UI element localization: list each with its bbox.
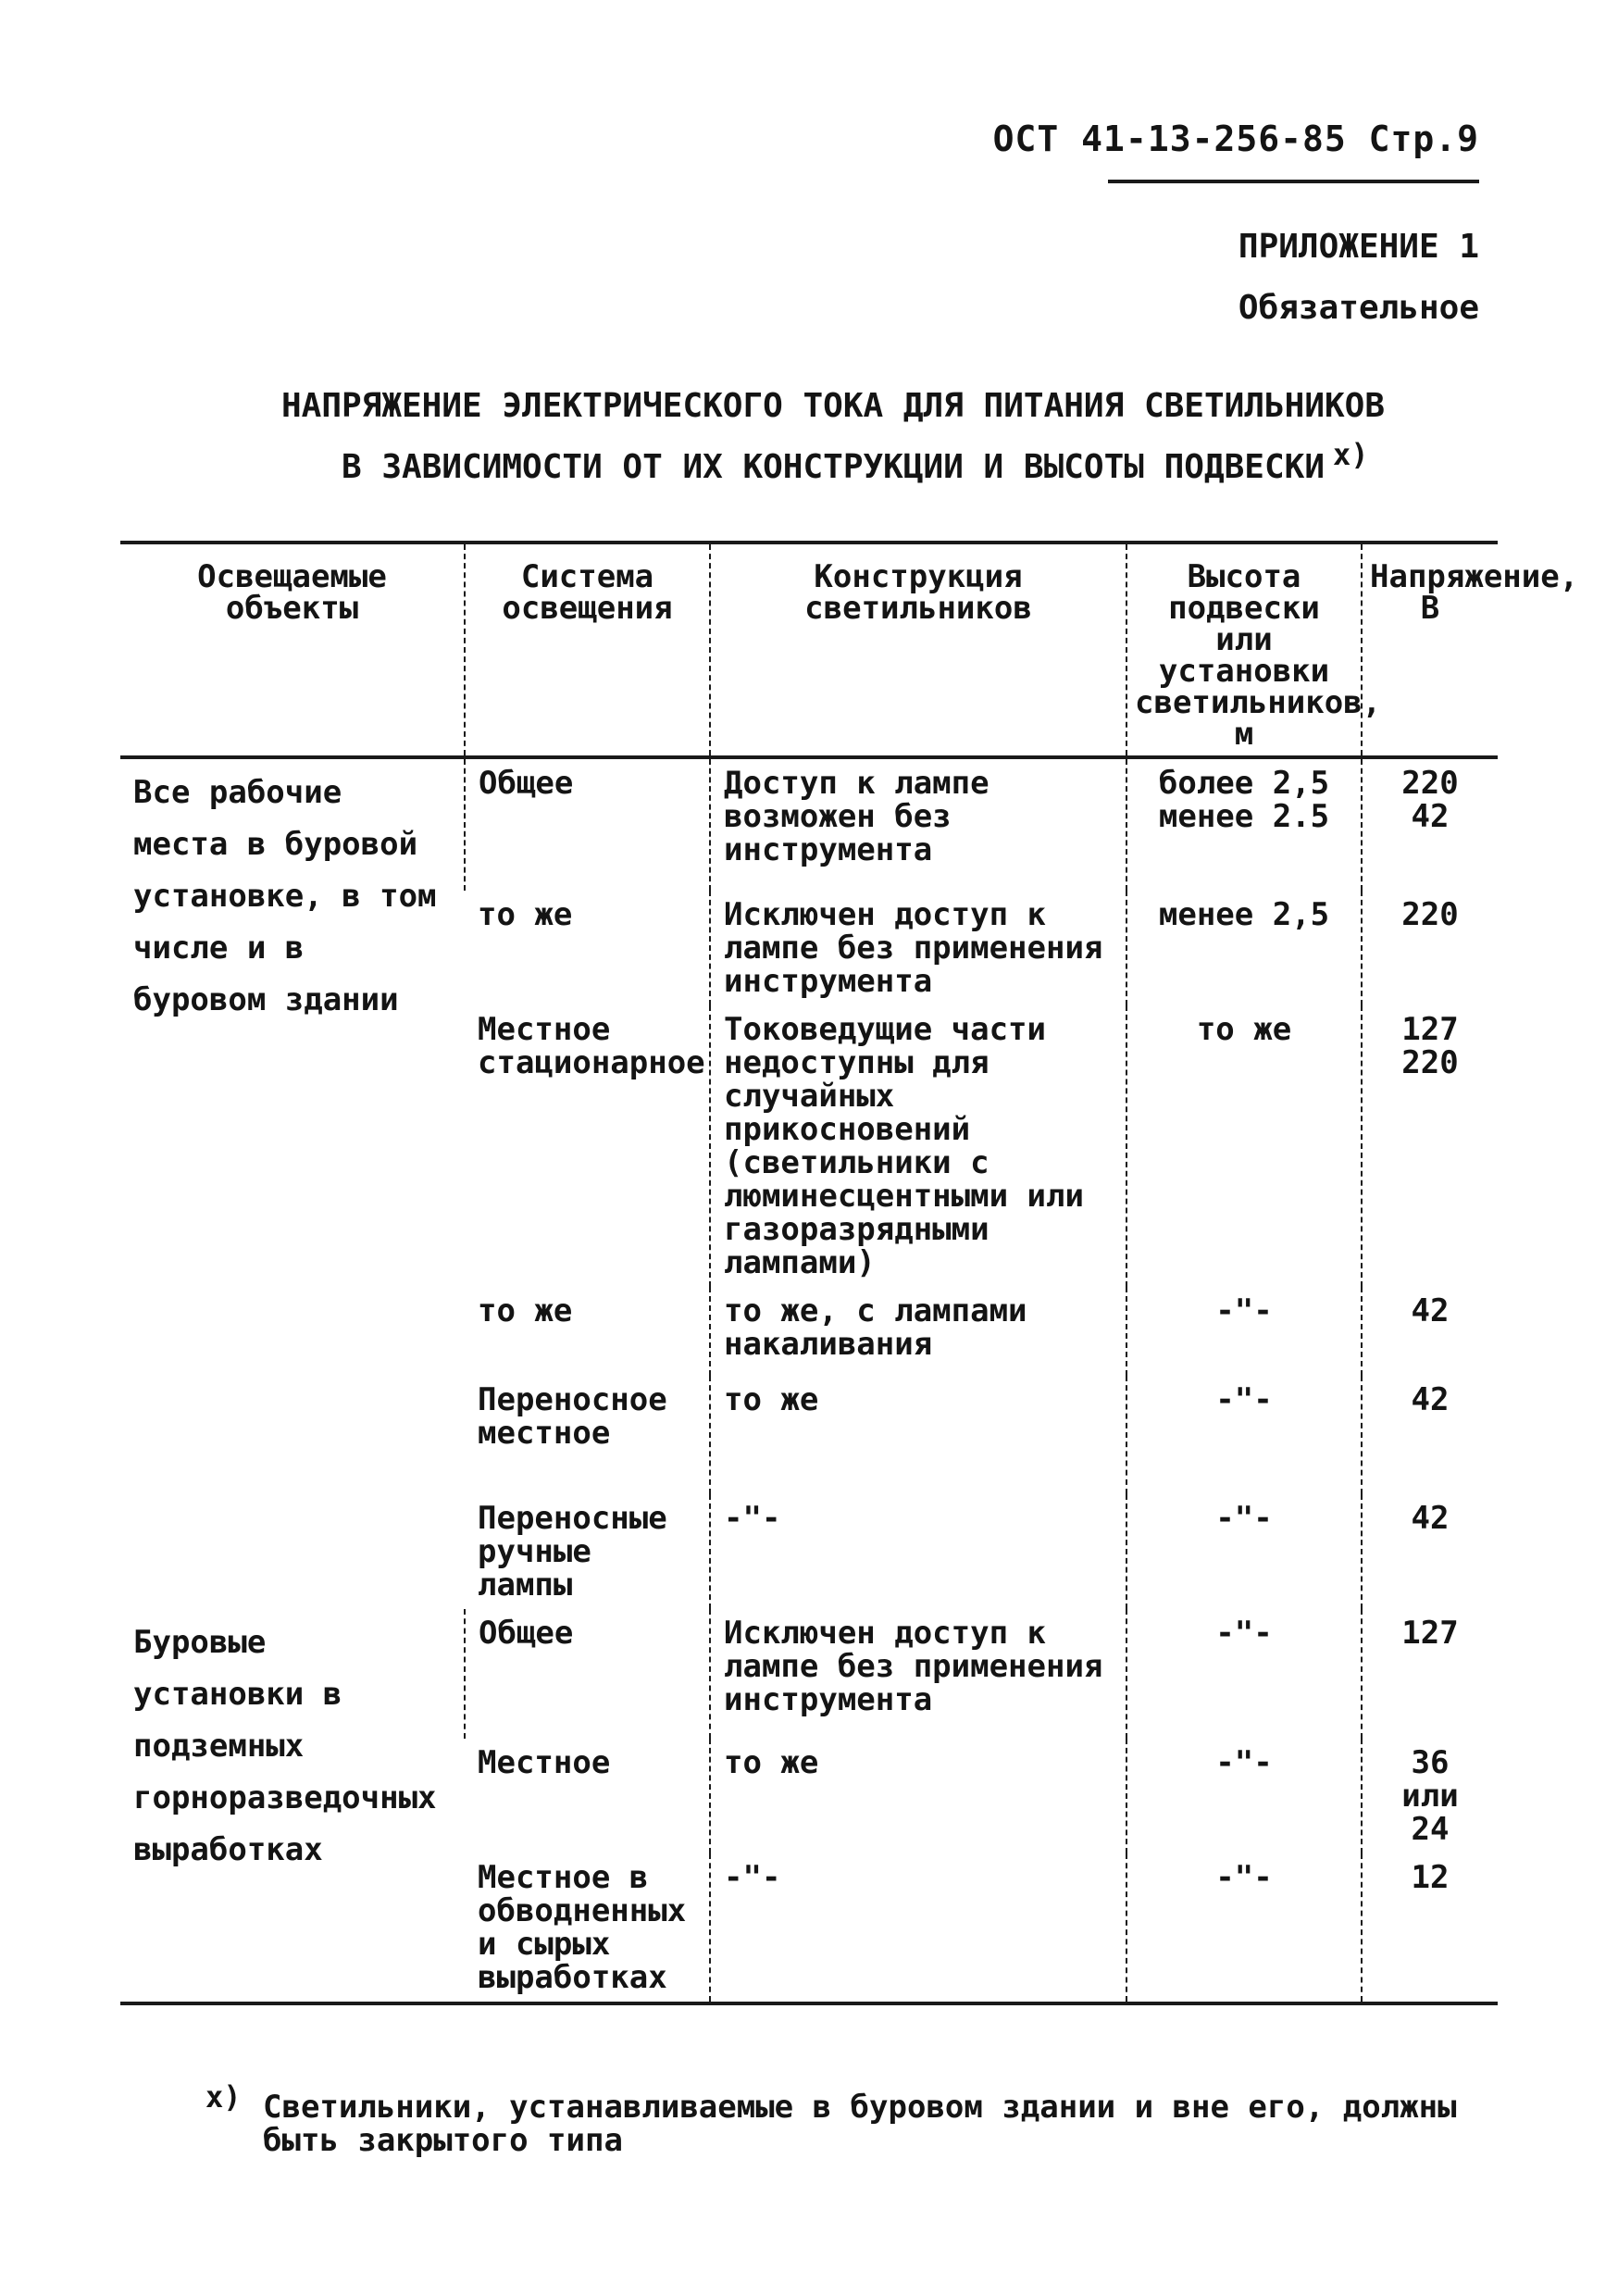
table-title-line-1: НАПРЯЖЕНИЕ ЭЛЕКТРИЧЕСКОГО ТОКА ДЛЯ ПИТАНИЯ СВЕТИЛЬНИКОВ (280, 387, 1386, 425)
cell-height: менее 2,5 (1158, 896, 1330, 933)
cell-construction: -"- (724, 1859, 781, 1896)
cell-voltage: 42 (1411, 1381, 1450, 1418)
cell-height: -"- (1215, 1500, 1273, 1537)
cell-system: Переносные ручные лампы (478, 1500, 667, 1603)
cell-voltage-container (1362, 1287, 1498, 1376)
table-row (120, 757, 1498, 891)
cell-voltage: 42 (1411, 1500, 1450, 1537)
cell-height-container (1126, 1287, 1362, 1376)
cell-construction: -"- (724, 1500, 781, 1537)
cell-voltage-container (1362, 757, 1498, 891)
cell-system: Общее (479, 765, 574, 802)
table-row (120, 1609, 1498, 1739)
cell-system: Переносное местное (478, 1381, 667, 1452)
cell-construction-container (710, 1609, 1126, 1739)
table-header-row (120, 543, 1498, 757)
cell-voltage: 12 (1411, 1859, 1450, 1896)
cell-object: Буровые установки в подземных горноразведочных выработках (133, 1624, 437, 1868)
cell-system-container (465, 757, 710, 891)
table-title-line-2: В ЗАВИСИМОСТИ ОТ ИХ КОНСТРУКЦИИ И ВЫСОТЫ ПОДВЕСКИ (341, 448, 1326, 486)
cell-construction-container (710, 757, 1126, 891)
cell-construction: то же (724, 1381, 819, 1418)
cell-voltage: 42 (1411, 1292, 1450, 1329)
cell-system-container (465, 1376, 710, 1494)
cell-system-container (465, 891, 710, 1005)
cell-voltage-container (1362, 1739, 1498, 1853)
cell-system-container (465, 1739, 710, 1853)
header-rule (1108, 180, 1479, 183)
column-header-system: Система освещения (465, 543, 710, 757)
cell-voltage-container (1362, 1005, 1498, 1287)
column-header-voltage: Напряжение, В (1362, 543, 1498, 757)
footnote-mark: x) (205, 2079, 242, 2115)
cell-object: Все рабочие места в буровой установке, в том числе и в буровом здании (133, 774, 437, 1018)
cell-height: -"- (1215, 1859, 1273, 1896)
cell-system-container (465, 1494, 710, 1609)
cell-system-container (465, 1005, 710, 1287)
cell-height: -"- (1215, 1381, 1273, 1418)
cell-height: более 2,5 менее 2.5 (1158, 765, 1330, 835)
cell-system: Местное в обводненных и сырых выработках (478, 1859, 687, 1996)
cell-construction: Доступ к лампе возможен без инструмента (724, 765, 989, 868)
cell-system: Местное стационарное (478, 1011, 705, 1081)
cell-construction-container (710, 891, 1126, 1005)
cell-construction: Исключен доступ к лампе без применения инструмента (724, 1615, 1103, 1718)
cell-height-container (1126, 1005, 1362, 1287)
cell-height: -"- (1215, 1615, 1273, 1652)
voltage-table-container (120, 541, 1579, 2005)
cell-system-container (465, 1853, 710, 2003)
cell-voltage: 220 42 (1401, 765, 1459, 835)
cell-system: Общее (479, 1615, 574, 1652)
voltage-table (120, 541, 1579, 2005)
column-header-construction: Конструкция светильников (710, 543, 1126, 757)
cell-voltage-container (1362, 891, 1498, 1005)
cell-construction-container (710, 1853, 1126, 2003)
cell-height-container (1126, 891, 1362, 1005)
cell-height-container (1126, 1376, 1362, 1494)
cell-height-container (1126, 757, 1362, 891)
cell-construction-container (710, 1287, 1126, 1376)
cell-voltage: 36 или 24 (1401, 1744, 1459, 1848)
cell-system: то же (478, 896, 573, 933)
cell-construction-container (710, 1739, 1126, 1853)
document-number: ОСТ 41-13-256-85 Стр.9 (992, 119, 1479, 159)
column-header-objects: Освещаемые объекты (197, 558, 387, 627)
cell-height-container (1126, 1609, 1362, 1739)
cell-height: то же (1196, 1011, 1292, 1048)
cell-height-container (1126, 1494, 1362, 1609)
cell-height-container (1126, 1739, 1362, 1853)
cell-height: -"- (1215, 1744, 1273, 1781)
cell-construction: то же (724, 1744, 819, 1781)
cell-construction-container (710, 1376, 1126, 1494)
footnote-text: Светильники, устанавливаемые в буровом здании и вне его, должны быть закрытого типа (263, 2089, 1457, 2159)
cell-system: Местное (478, 1744, 611, 1781)
cell-voltage: 127 (1401, 1615, 1459, 1652)
appendix-label: ПРИЛОЖЕНИЕ 1 (1238, 228, 1479, 266)
cell-system-container (465, 1609, 710, 1739)
table-body (120, 757, 1498, 2003)
appendix-status: Обязательное (1238, 289, 1479, 327)
cell-construction-container (710, 1005, 1126, 1287)
cell-construction: Исключен доступ к лампе без применения инструмента (724, 896, 1103, 1000)
cell-voltage: 220 (1401, 896, 1459, 933)
cell-voltage: 127 220 (1401, 1011, 1459, 1081)
cell-construction: то же, с лампами накаливания (724, 1292, 1027, 1363)
cell-voltage-container (1362, 1494, 1498, 1609)
column-header-height: Высота подвески или установки светильников, м (1126, 543, 1362, 757)
cell-voltage-container (1362, 1609, 1498, 1739)
cell-construction-container (710, 1494, 1126, 1609)
cell-height-container (1126, 1853, 1362, 2003)
cell-system: то же (478, 1292, 573, 1329)
cell-voltage-container (1362, 1376, 1498, 1494)
cell-height: -"- (1215, 1292, 1273, 1329)
cell-system-container (465, 1287, 710, 1376)
title-footnote-mark: x) (1333, 437, 1369, 472)
cell-construction: Токоведущие части недоступны для случайных прикосновений (светильники с люминесцентными или газоразрядными лампами) (724, 1011, 1084, 1281)
cell-voltage-container (1362, 1853, 1498, 2003)
